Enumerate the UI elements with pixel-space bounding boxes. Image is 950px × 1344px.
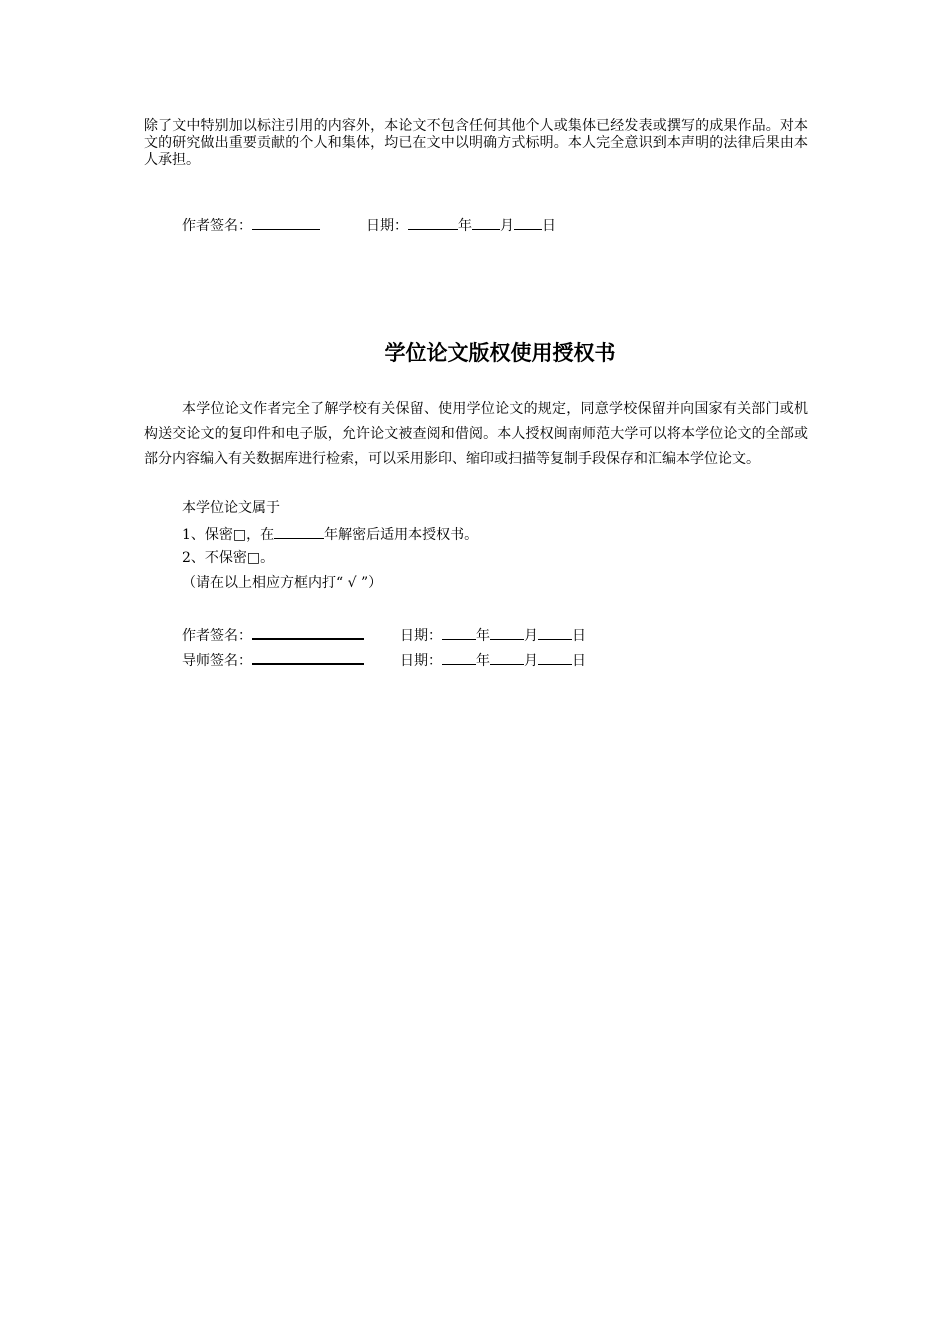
year-label: 年: [458, 218, 472, 234]
month-blank[interactable]: [490, 625, 524, 640]
declaration-signature-line: [182, 215, 556, 235]
option-confidential-line: [182, 524, 478, 544]
day-label: 日: [542, 218, 556, 234]
year-blank[interactable]: [442, 625, 476, 640]
supervisor-signature-line: [182, 649, 586, 670]
month-label: 月: [500, 218, 514, 234]
day-blank[interactable]: [514, 215, 542, 230]
day-label: 日: [572, 628, 586, 644]
day-label: 日: [572, 653, 586, 669]
month-blank[interactable]: [472, 215, 500, 230]
option-non-confidential-line: 2、不保密□。: [182, 550, 275, 566]
confidential-years-blank[interactable]: [274, 524, 324, 539]
authorization-title: 学位论文版权使用授权书: [384, 341, 616, 365]
checkbox-note: （请在以上相应方框内打“ √ ”）: [182, 575, 383, 591]
month-label: 月: [524, 653, 538, 669]
year-label: 年: [476, 653, 490, 669]
day-blank[interactable]: [538, 650, 572, 665]
date-label: 日期：: [400, 628, 442, 644]
date-label: 日期：: [366, 218, 408, 234]
date-label: 日期：: [400, 653, 442, 669]
supervisor-signature-label: 导师签名：: [182, 653, 252, 669]
supervisor-signature-blank[interactable]: [252, 649, 364, 665]
author-signature-blank[interactable]: [252, 215, 320, 230]
author-signature-label: 作者签名：: [182, 218, 252, 234]
option-confidential-suffix: 年解密后适用本授权书。: [324, 527, 479, 543]
year-blank[interactable]: [442, 650, 476, 665]
author-signature-line: [182, 624, 586, 645]
month-blank[interactable]: [490, 650, 524, 665]
author-signature-label: 作者签名：: [182, 628, 252, 644]
authorization-body-text: 本学位论文作者完全了解学校有关保留、使用学位论文的规定，同意学校保留并向国家有关部门或机构送交论文的复印件和电子版，允许论文被查阅和借阅。本人授权闽南师范大学可以将本学位论文的全部或部分内容编入有关数据库进行检索，可以采用影印、缩印或扫描等复制手段保存和汇编本学位论文。: [144, 401, 808, 467]
originality-declaration-text: 除了文中特别加以标注引用的内容外，本论文不包含任何其他个人或集体已经发表或撰写的成果作品。对本文的研究做出重要贡献的个人和集体，均已在文中以明确方式标明。本人完全意识到本声明的法律后果由本人承担。: [144, 118, 808, 168]
year-label: 年: [476, 628, 490, 644]
day-blank[interactable]: [538, 625, 572, 640]
author-signature-blank[interactable]: [252, 624, 364, 640]
year-blank[interactable]: [408, 215, 458, 230]
thesis-belongs-line: 本学位论文属于: [182, 500, 280, 516]
month-label: 月: [524, 628, 538, 644]
option-confidential-prefix: 1、保密□，在: [182, 527, 275, 543]
